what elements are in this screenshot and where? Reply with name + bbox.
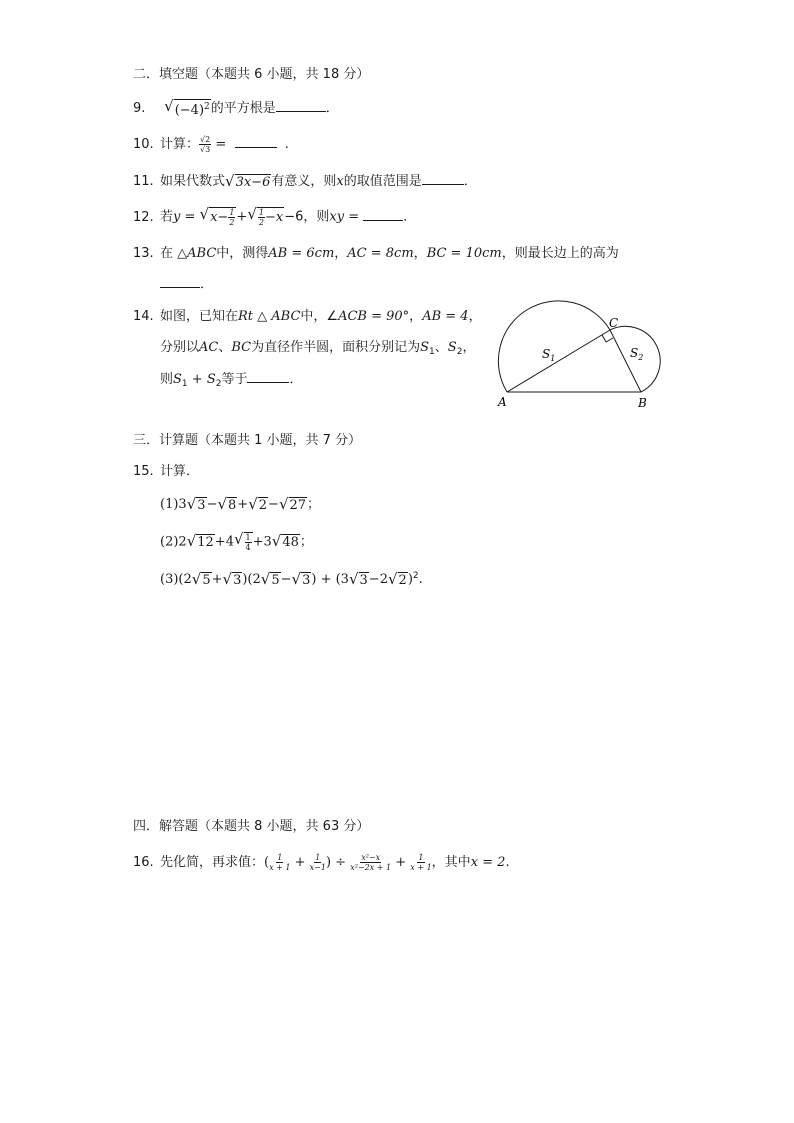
answer-blank (160, 275, 200, 288)
question-16: 16. 先化简，再求值：( $\frac{1}{x + 1}$ + $\frac{1}{x-1}$ ) ÷ $\frac{\text{x²−x}}{\text{x²−2x + 1}}$ + $\frac{1}{x + 1}$ ，其中x = 2. (133, 853, 510, 872)
question-15: 15. 计算． (133, 464, 200, 479)
question-14-line-3: 则$S_1 + S_2$等于 ． (160, 372, 303, 389)
section-answer-title: 四．解答题（本题共 8 小题，共 63 分） (133, 819, 370, 834)
answer-blank (235, 135, 277, 148)
semicircle-triangle-figure (492, 290, 672, 415)
question-14: 14. 如图，已知在Rt △ ABC中，∠ACB = 90°，AB = 4， (133, 309, 482, 324)
question-10: 10. 计算： $\frac{√2}{√3}$ = . (133, 135, 289, 154)
answer-blank (276, 99, 326, 112)
question-15-part-1: (1)3 √ 3 − √ 8 + √ 2 − √ 27 ； (160, 494, 321, 513)
sqrt-expression: √ $(-4)^2$ (164, 97, 210, 118)
question-14-line-2: 分别以AC、BC为直径作半圆，面积分别记为$S_1$、$S_2$， (160, 340, 476, 357)
label-b: B (638, 396, 647, 410)
answer-blank (363, 208, 403, 221)
answer-blank (422, 172, 464, 185)
sqrt-expression: √ 3x−6 (225, 171, 271, 190)
semicircle-ac (498, 301, 610, 392)
segment-bc (610, 330, 644, 392)
label-a: A (498, 395, 507, 409)
label-c: C (609, 316, 619, 330)
question-13-blank-line: ． (160, 275, 213, 294)
sqrt-expression: √ x− $\frac{1}{2}$ (199, 205, 235, 227)
section-calc-title: 三．计算题（本题共 1 小题，共 7 分） (133, 433, 362, 448)
question-11: 11. 如果代数式 √ 3x−6 有意义，则x的取值范围是 ． (133, 171, 477, 190)
section-fill-blank-title: 二．填空题（本题共 6 小题，共 18 分） (133, 67, 370, 82)
question-13: 13. 在 △ABC中，测得AB = 6cm，AC = 8cm，BC = 10cm，则最长边上的高为 (133, 246, 619, 261)
fraction: $\frac{√2}{√3}$ (200, 135, 211, 154)
label-s1: $S_1$ (542, 347, 556, 363)
label-s2: $S_2$ (630, 346, 644, 362)
answer-blank (247, 370, 289, 383)
sqrt-expression: √ $\frac{1}{2}$ −x (247, 205, 284, 227)
question-12: 12. 若y = √ x− $\frac{1}{2}$ + √ $\frac{1}{2}$ −x −6，则xy = ． (133, 205, 417, 227)
fraction: $\frac{1}{x + 1}$ (269, 853, 291, 872)
question-15-part-2: (2)2 √ 12 +4 √ $\frac{1}{4}$ +3 √ 48 ； (160, 530, 313, 552)
question-15-part-3: (3)(2 √ 5 + √ 3 )(2 √ 5 − √ 3 ) + (3 √ 3 −2 √ 2 )$^2$. (160, 569, 423, 588)
segment-ac (507, 330, 610, 392)
right-angle-mark (602, 335, 613, 342)
question-9: 9. √ $(-4)^2$ 的平方根是 ． (133, 97, 339, 118)
